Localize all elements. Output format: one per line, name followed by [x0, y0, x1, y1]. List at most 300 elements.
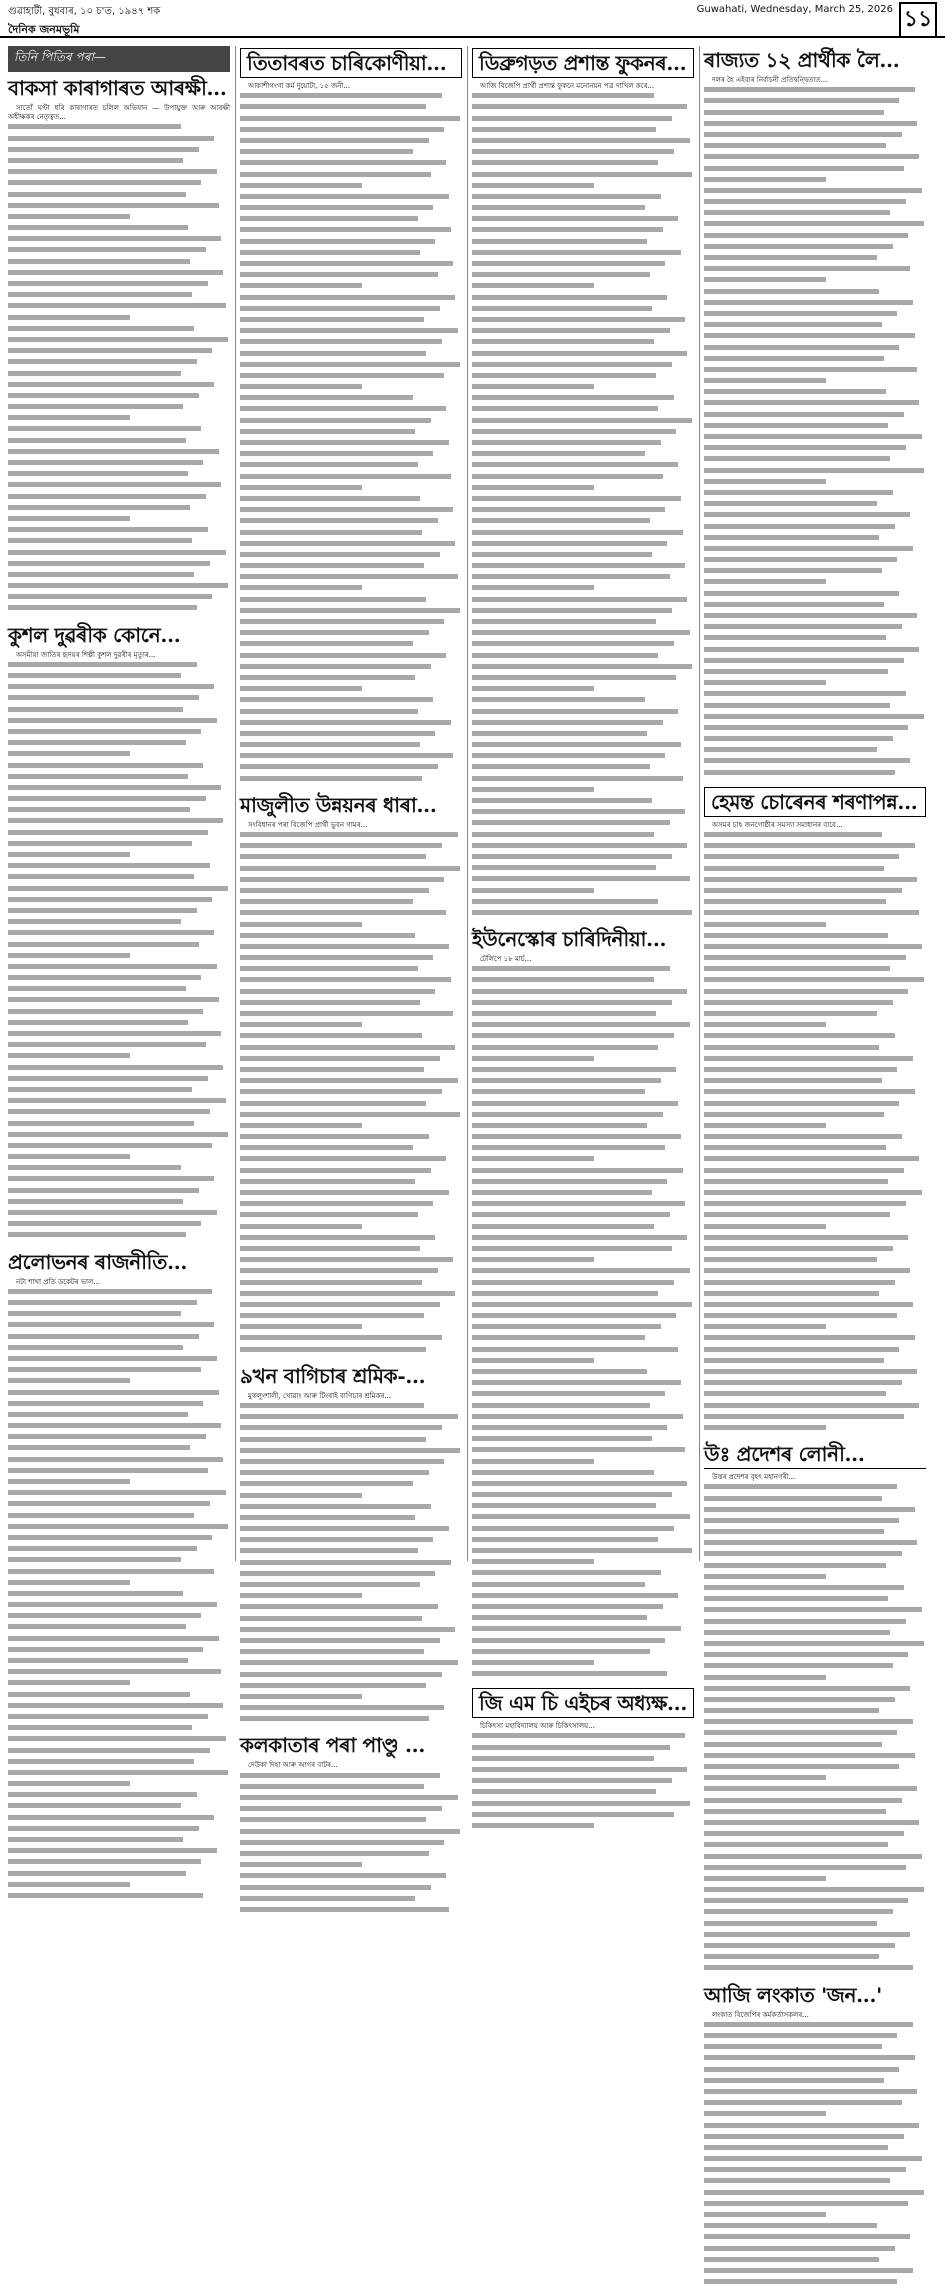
text-line-placeholder — [8, 1390, 230, 1399]
text-line-placeholder — [240, 563, 462, 572]
text-line-placeholder — [704, 1011, 926, 1020]
text-line-placeholder — [704, 1112, 926, 1121]
text-line-placeholder — [240, 552, 462, 561]
column-1 — [8, 46, 230, 1561]
text-line-placeholder — [472, 1745, 694, 1754]
text-line-placeholder — [472, 1570, 694, 1579]
text-line-placeholder — [704, 1067, 926, 1076]
text-line-placeholder — [240, 1806, 462, 1815]
text-line-placeholder — [704, 1742, 926, 1751]
text-line-placeholder — [472, 1134, 694, 1143]
text-line-placeholder — [704, 132, 926, 141]
text-line-placeholder — [240, 395, 462, 404]
text-line-placeholder — [704, 1898, 926, 1907]
text-line-placeholder — [472, 1145, 694, 1154]
article-headline[interactable]: জি এম চি এইচৰ অধ্যক্ষ... — [472, 1688, 694, 1718]
article-headline[interactable]: কুশল দুৱৰীক কোনে... — [8, 622, 181, 647]
article-headline[interactable]: কলকাতাৰ পৰা পাণ্ডু ... — [240, 1733, 426, 1758]
text-line-placeholder — [704, 143, 926, 152]
text-line-placeholder — [472, 1447, 694, 1456]
text-line-placeholder — [472, 295, 694, 304]
text-line-placeholder — [240, 451, 462, 460]
text-line-placeholder — [704, 221, 926, 230]
text-line-placeholder — [472, 608, 694, 617]
text-line-placeholder — [8, 1434, 230, 1443]
text-line-placeholder — [240, 205, 462, 214]
text-line-placeholder — [704, 899, 926, 908]
text-line-placeholder — [8, 874, 230, 883]
text-line-placeholder — [704, 1224, 926, 1233]
text-line-placeholder — [472, 373, 694, 382]
text-line-placeholder — [704, 1484, 926, 1493]
text-line-placeholder — [8, 1087, 230, 1096]
text-line-placeholder — [704, 98, 926, 107]
text-line-placeholder — [472, 1022, 694, 1031]
text-line-placeholder — [8, 729, 230, 738]
article-lead-text: লংকাত বিজেপিৰ কৰ্মকৰ্তাসকলৰ... — [712, 2010, 809, 2019]
text-line-placeholder — [8, 1636, 230, 1645]
text-line-placeholder — [472, 843, 694, 852]
text-line-placeholder — [704, 1190, 926, 1199]
text-line-placeholder — [704, 1708, 926, 1717]
text-line-placeholder — [704, 1686, 926, 1695]
article-headline[interactable]: ৰাজ্যত ১২ প্ৰাৰ্থীক লৈ... — [704, 48, 900, 72]
text-line-placeholder — [704, 966, 926, 975]
article-headline[interactable]: বাকসা কাৰাগাৰত আৰক্ষী... — [8, 76, 227, 100]
text-line-placeholder — [472, 1201, 694, 1210]
text-line-placeholder — [472, 1280, 694, 1289]
text-line-placeholder — [240, 574, 462, 583]
text-line-placeholder — [472, 317, 694, 326]
text-line-placeholder — [8, 1412, 230, 1421]
text-line-placeholder — [240, 585, 462, 594]
text-line-placeholder — [240, 1190, 462, 1199]
article-headline[interactable]: উঃ প্ৰদেশৰ লোনী... — [704, 1442, 926, 1469]
text-line-placeholder — [472, 418, 694, 427]
text-line-placeholder — [472, 888, 694, 897]
text-line-placeholder — [472, 1503, 694, 1512]
text-line-placeholder — [240, 619, 462, 628]
text-line-placeholder — [240, 1604, 462, 1613]
text-line-placeholder — [472, 697, 694, 706]
text-line-placeholder — [240, 776, 462, 785]
text-line-placeholder — [240, 1448, 462, 1457]
text-line-placeholder — [472, 798, 694, 807]
text-line-placeholder — [704, 423, 926, 432]
text-line-placeholder — [240, 675, 462, 684]
text-line-placeholder — [472, 641, 694, 650]
text-line-placeholder — [704, 1954, 926, 1963]
text-line-placeholder — [472, 541, 694, 550]
article — [8, 46, 230, 615]
text-line-placeholder — [240, 351, 462, 360]
text-line-placeholder — [240, 1134, 462, 1143]
text-line-placeholder — [704, 1809, 926, 1818]
text-line-placeholder — [472, 127, 694, 136]
text-line-placeholder — [240, 686, 462, 695]
text-line-placeholder — [472, 395, 694, 404]
text-line-placeholder — [240, 384, 462, 393]
text-line-placeholder — [704, 356, 926, 365]
text-line-placeholder — [704, 1574, 926, 1583]
text-line-placeholder — [240, 1011, 462, 1020]
text-line-placeholder — [472, 876, 694, 885]
text-line-placeholder — [472, 138, 694, 147]
text-line-placeholder — [704, 832, 926, 841]
text-line-placeholder — [472, 787, 694, 796]
text-line-placeholder — [8, 1871, 230, 1880]
text-line-placeholder — [704, 333, 926, 342]
text-line-placeholder — [8, 1669, 230, 1678]
text-line-placeholder — [240, 474, 462, 483]
text-line-placeholder — [472, 1414, 694, 1423]
text-line-placeholder — [704, 1168, 926, 1177]
text-line-placeholder — [8, 930, 230, 939]
text-line-placeholder — [704, 177, 926, 186]
text-line-placeholder — [240, 1335, 462, 1344]
article-headline[interactable]: ডিব্ৰুগড়ত প্ৰশান্ত ফুকনৰ... — [472, 48, 694, 78]
text-line-placeholder — [240, 1795, 462, 1804]
text-line-placeholder — [472, 1045, 694, 1054]
article-lead-text: দেউকা দিহা আৰু আগৰ বাটৰ... — [248, 1761, 338, 1770]
text-line-placeholder — [472, 351, 694, 360]
text-line-placeholder — [472, 619, 694, 628]
text-line-placeholder — [704, 1697, 926, 1706]
text-line-placeholder — [704, 289, 926, 298]
text-line-placeholder — [240, 1101, 462, 1110]
text-line-placeholder — [704, 121, 926, 130]
text-line-placeholder — [8, 908, 230, 917]
text-line-placeholder — [8, 527, 230, 536]
text-line-placeholder — [704, 1156, 926, 1165]
article-headline[interactable]: আজি লংকাত 'জন...' — [704, 1982, 882, 2007]
text-line-placeholder — [240, 216, 462, 225]
text-line-placeholder — [704, 1022, 926, 1031]
text-line-placeholder — [472, 227, 694, 236]
text-line-placeholder — [704, 955, 926, 964]
text-line-placeholder — [240, 418, 462, 427]
text-line-placeholder — [240, 373, 462, 382]
text-line-placeholder — [472, 1789, 694, 1798]
text-line-placeholder — [704, 1887, 926, 1896]
text-line-placeholder — [472, 1626, 694, 1635]
text-line-placeholder — [472, 1078, 694, 1087]
text-line-placeholder — [240, 1313, 462, 1322]
text-line-placeholder — [240, 1414, 462, 1423]
text-line-placeholder — [704, 199, 926, 208]
text-line-placeholder — [704, 1675, 926, 1684]
text-line-placeholder — [240, 1851, 462, 1860]
text-line-placeholder — [8, 718, 230, 727]
text-line-placeholder — [240, 1067, 462, 1076]
text-line-placeholder — [240, 104, 462, 113]
text-line-placeholder — [704, 635, 926, 644]
text-line-placeholder — [704, 456, 926, 465]
column-2 — [240, 46, 462, 1770]
article — [240, 1733, 462, 1916]
text-line-placeholder — [704, 1033, 926, 1042]
text-line-placeholder — [240, 328, 462, 337]
text-line-placeholder — [472, 1324, 694, 1333]
text-line-placeholder — [704, 1652, 926, 1661]
text-line-placeholder — [472, 720, 694, 729]
text-line-placeholder — [8, 1445, 230, 1454]
text-line-placeholder — [472, 989, 694, 998]
text-line-placeholder — [8, 673, 230, 682]
text-line-placeholder — [472, 1112, 694, 1121]
text-line-placeholder — [8, 1490, 230, 1499]
text-line-placeholder — [472, 1778, 694, 1787]
text-line-placeholder — [704, 680, 926, 689]
text-line-placeholder — [704, 1909, 926, 1918]
text-line-placeholder — [240, 989, 462, 998]
text-line-placeholder — [8, 1882, 230, 1891]
text-line-placeholder — [704, 2089, 926, 2098]
text-line-placeholder — [472, 1638, 694, 1647]
text-line-placeholder — [472, 1246, 694, 1255]
text-line-placeholder — [704, 1257, 926, 1266]
text-line-placeholder — [240, 764, 462, 773]
text-line-placeholder — [8, 919, 230, 928]
text-line-placeholder — [472, 1089, 694, 1098]
text-line-placeholder — [240, 261, 462, 270]
text-line-placeholder — [8, 1602, 230, 1611]
text-line-placeholder — [704, 933, 926, 942]
text-line-placeholder — [8, 1770, 230, 1779]
text-line-placeholder — [8, 180, 230, 189]
text-line-placeholder — [240, 1280, 462, 1289]
text-line-placeholder — [240, 653, 462, 662]
article — [240, 1364, 462, 1726]
text-line-placeholder — [240, 1571, 462, 1580]
text-line-placeholder — [240, 843, 462, 852]
text-line-placeholder — [240, 731, 462, 740]
text-line-placeholder — [472, 1823, 694, 1832]
text-line-placeholder — [472, 1801, 694, 1810]
text-line-placeholder — [240, 362, 462, 371]
text-line-placeholder — [472, 1649, 694, 1658]
text-line-placeholder — [240, 1694, 462, 1703]
text-line-placeholder — [240, 1268, 462, 1277]
text-line-placeholder — [472, 250, 694, 259]
text-line-placeholder — [8, 337, 230, 346]
article-headline[interactable]: তিতাবৰত চাৰিকোণীয়া... — [240, 48, 462, 78]
text-line-placeholder — [8, 1692, 230, 1701]
text-line-placeholder — [8, 1479, 230, 1488]
article-lead-text: অসমৰ চাহ জনগোষ্ঠীৰ সমস্যা সমাধানৰ বাবে... — [712, 820, 843, 829]
text-line-placeholder — [240, 530, 462, 539]
header-rule — [0, 36, 945, 38]
text-line-placeholder — [472, 686, 694, 695]
article-lead-text: সংবিধানৰ পৰা বিজেপি প্ৰাৰ্থী ভুবন গামৰ... — [248, 820, 368, 829]
text-line-placeholder — [240, 1862, 462, 1871]
text-line-placeholder — [8, 1725, 230, 1734]
text-line-placeholder — [704, 1201, 926, 1210]
text-line-placeholder — [704, 2257, 926, 2266]
text-line-placeholder — [704, 877, 926, 886]
text-line-placeholder — [704, 2167, 926, 2176]
text-line-placeholder — [704, 479, 926, 488]
text-line-placeholder — [472, 205, 694, 214]
article-headline[interactable]: ৯খন বাগিচাৰ শ্ৰমিক-... — [240, 1363, 426, 1388]
text-line-placeholder — [704, 1403, 926, 1412]
text-line-placeholder — [472, 764, 694, 773]
text-line-placeholder — [472, 1335, 694, 1344]
text-line-placeholder — [472, 1067, 694, 1076]
text-line-placeholder — [240, 1627, 462, 1636]
text-line-placeholder — [472, 1056, 694, 1065]
text-line-placeholder — [704, 188, 926, 197]
text-line-placeholder — [8, 1300, 230, 1309]
text-line-placeholder — [240, 697, 462, 706]
text-line-placeholder — [472, 966, 694, 975]
article-headline[interactable]: প্ৰলোভনৰ ৰাজনীতি... — [8, 1249, 188, 1274]
text-line-placeholder — [704, 2234, 926, 2243]
text-line-placeholder — [704, 490, 926, 499]
text-line-placeholder — [8, 415, 230, 424]
text-line-placeholder — [704, 2212, 926, 2221]
text-line-placeholder — [240, 1324, 462, 1333]
text-line-placeholder — [472, 820, 694, 829]
text-line-placeholder — [704, 501, 926, 510]
text-line-placeholder — [472, 731, 694, 740]
article-headline[interactable]: ইউনেস্কোৰ চাৰিদিনীয়া... — [472, 927, 667, 952]
text-line-placeholder — [240, 1347, 462, 1356]
text-line-placeholder — [8, 1468, 230, 1477]
text-line-placeholder — [240, 1616, 462, 1625]
text-line-placeholder — [704, 989, 926, 998]
text-line-placeholder — [472, 1403, 694, 1412]
text-line-placeholder — [472, 1733, 694, 1742]
text-line-placeholder — [704, 1529, 926, 1538]
article-headline[interactable]: মাজুলীত উন্নয়নৰ ধাৰা... — [240, 792, 437, 817]
column-divider — [467, 46, 468, 1561]
text-line-placeholder — [240, 227, 462, 236]
text-line-placeholder — [240, 1212, 462, 1221]
text-line-placeholder — [8, 796, 230, 805]
text-line-placeholder — [240, 899, 462, 908]
text-line-placeholder — [472, 1593, 694, 1602]
text-line-placeholder — [240, 183, 462, 192]
text-line-placeholder — [8, 1289, 230, 1298]
text-line-placeholder — [8, 975, 230, 984]
text-line-placeholder — [240, 888, 462, 897]
text-line-placeholder — [472, 574, 694, 583]
text-line-placeholder — [472, 1492, 694, 1501]
article-body — [240, 1392, 462, 1726]
text-line-placeholder — [704, 2055, 926, 2064]
text-line-placeholder — [8, 1781, 230, 1790]
text-line-placeholder — [704, 1056, 926, 1065]
text-line-placeholder — [8, 695, 230, 704]
text-line-placeholder — [8, 270, 230, 279]
text-line-placeholder — [8, 1065, 230, 1074]
text-line-placeholder — [472, 160, 694, 169]
text-line-placeholder — [704, 2268, 926, 2277]
text-line-placeholder — [240, 172, 462, 181]
text-line-placeholder — [704, 1324, 926, 1333]
article — [8, 1250, 230, 1903]
text-line-placeholder — [704, 1764, 926, 1773]
text-line-placeholder — [704, 1358, 926, 1367]
text-line-placeholder — [240, 1257, 462, 1266]
text-line-placeholder — [704, 1540, 926, 1549]
text-line-placeholder — [472, 1291, 694, 1300]
text-line-placeholder — [8, 1165, 230, 1174]
text-line-placeholder — [8, 897, 230, 906]
text-line-placeholder — [472, 1615, 694, 1624]
article-lead-text: নটা শাখা প্ৰতি ডকেটৰ ভাল... — [16, 1277, 100, 1286]
text-line-placeholder — [704, 1842, 926, 1851]
text-line-placeholder — [704, 345, 926, 354]
text-line-placeholder — [704, 367, 926, 376]
text-line-placeholder — [8, 841, 230, 850]
text-line-placeholder — [704, 624, 926, 633]
text-line-placeholder — [704, 910, 926, 919]
column-divider — [235, 46, 236, 1561]
text-line-placeholder — [704, 758, 926, 767]
text-line-placeholder — [704, 854, 926, 863]
text-line-placeholder — [704, 1335, 926, 1344]
text-line-placeholder — [8, 203, 230, 212]
article — [704, 48, 926, 779]
text-line-placeholder — [240, 1896, 462, 1905]
text-line-placeholder — [472, 585, 694, 594]
text-line-placeholder — [8, 751, 230, 760]
text-line-placeholder — [240, 753, 462, 762]
header-date-native: গুৱাহাটী, বুধবাৰ, ১০ চ'ত, ১৯৪৭ শক — [8, 6, 161, 17]
text-line-placeholder — [472, 283, 694, 292]
text-line-placeholder — [240, 1582, 462, 1591]
article-body — [704, 76, 926, 779]
text-line-placeholder — [704, 557, 926, 566]
text-line-placeholder — [704, 1179, 926, 1188]
column-3 — [472, 46, 694, 1731]
text-line-placeholder — [240, 1873, 462, 1882]
text-line-placeholder — [8, 852, 230, 861]
text-line-placeholder — [8, 1848, 230, 1857]
article-headline[interactable]: হেমন্ত চোৰেনৰ শৰণাপন্ন... — [704, 787, 926, 817]
text-line-placeholder — [8, 1501, 230, 1510]
text-line-placeholder — [472, 1179, 694, 1188]
text-line-placeholder — [8, 1803, 230, 1812]
text-line-placeholder — [704, 1630, 926, 1639]
text-line-placeholder — [472, 1671, 694, 1680]
text-line-placeholder — [472, 809, 694, 818]
text-line-placeholder — [704, 2044, 926, 2053]
text-line-placeholder — [240, 1437, 462, 1446]
text-line-placeholder — [472, 462, 694, 471]
text-line-placeholder — [472, 451, 694, 460]
text-line-placeholder — [704, 110, 926, 119]
text-line-placeholder — [472, 1268, 694, 1277]
text-line-placeholder — [8, 494, 230, 503]
article-lead-text: টেলিপে ১৮ মাৰ্চ... — [480, 955, 532, 964]
text-line-placeholder — [8, 1143, 230, 1152]
text-line-placeholder — [240, 597, 462, 606]
text-line-placeholder — [704, 1551, 926, 1560]
text-line-placeholder — [240, 1526, 462, 1535]
text-line-placeholder — [472, 1257, 694, 1266]
text-line-placeholder — [704, 244, 926, 253]
text-line-placeholder — [240, 1425, 462, 1434]
text-line-placeholder — [8, 1893, 230, 1902]
text-line-placeholder — [704, 602, 926, 611]
text-line-placeholder — [8, 1624, 230, 1633]
article-lead-text: দলৰ হৈ এইবাৰ নিৰ্বাচনী প্ৰতিদ্বন্দ্বিতাত... — [712, 76, 828, 84]
text-line-placeholder — [8, 482, 230, 491]
text-line-placeholder — [704, 1302, 926, 1311]
